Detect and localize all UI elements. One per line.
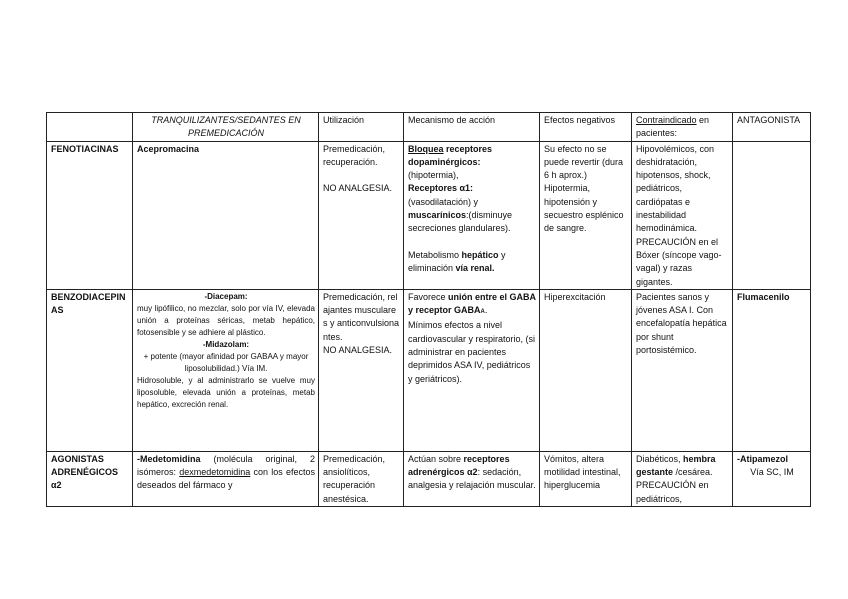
header-mecanismo: Mecanismo de acción [404, 113, 540, 142]
negative-effects-cell: Vómitos, altera motilidad intestinal, hiperglucemia [540, 451, 632, 506]
drug-medetomidina-cell: -Medetomidina (molécula original, 2 isómeros: dexmedetomidina con los efectos deseados del fármaco y [133, 451, 319, 506]
antagonist-cell [733, 141, 811, 289]
table-row [47, 141, 811, 289]
contraindications-cell: Pacientes sanos y jóvenes ASA I. Con encefalopatía hepática por shunt portosistémico. [632, 289, 733, 451]
header-row [47, 113, 811, 142]
group-agonistas: AGONISTAS ADRENÉGICOS α2 [47, 451, 133, 506]
use-cell: Premedicación, ansiolíticos, recuperación anestésica. [319, 451, 404, 506]
contraindications-cell: Hipovolémicos, con deshidratación, hipotensos, shock, pediátricos, cardiópatas e inestabilidad hemodinámica. PRECAUCIÓN en el Bóxer (síncope vago-vagal) y razas gigantes. [632, 141, 733, 289]
header-efectos: Efectos negativos [540, 113, 632, 142]
antagonist-cell: -Atipamezol Vía SC, IM [733, 451, 811, 506]
premedication-table [46, 112, 811, 507]
mechanism-cell: Actúan sobre receptores adrenérgicos α2: sedación, analgesia y relajación muscular. [404, 451, 540, 506]
group-fenotiacinas: FENOTIACINAS [47, 141, 133, 289]
negative-effects-cell: Su efecto no se puede revertir (dura 6 h aprox.) Hipotermia, hipotensión y secuestro esplénico de sangre. [540, 141, 632, 289]
group-benzodiacepinas: BENZODIACEPINAS [47, 289, 133, 451]
drug-benzodiacepinas-cell: -Diacepam: muy lipófilico, no mezclar, solo por vía IV, elevada unión a proteínas séricas, metab hepático, fotosensible y se adhiere al plástico. -Midazolam: + potente (mayor afinidad por GABAA y mayor liposolubilidad.) Vía IM. Hidrosoluble, y al administrarlo se vuelve muy liposoluble, elevada unión a proteínas, metab hepático, excreción renal. [133, 289, 319, 451]
contraindications-cell: Diabéticos, hembra gestante /cesárea. PRECAUCIÓN en pediátricos, [632, 451, 733, 506]
table-row [47, 451, 811, 506]
header-antagonista: ANTAGONISTA [733, 113, 811, 142]
use-cell: Premedicación, recuperación. NO ANALGESIA. [319, 141, 404, 289]
use-cell: Premedicación, relajantes musculares y anticonvulsionantes. NO ANALGESIA. [319, 289, 404, 451]
header-utilizacion: Utilización [319, 113, 404, 142]
drug-acepromacina: Acepromacina [133, 141, 319, 289]
negative-effects-cell: Hiperexcitación [540, 289, 632, 451]
header-blank [47, 113, 133, 142]
header-contraindicado: Contraindicado en pacientes: [632, 113, 733, 142]
mechanism-cell: Favorece unión entre el GABA y receptor GABAA. Mínimos efectos a nivel cardiovascular y respiratorio, (si administrar en pacientes deprimidos ASA IV, pediátricos y geriátricos). [404, 289, 540, 451]
header-title: TRANQUILIZANTES/SEDANTES EN PREMEDICACIÓN [133, 113, 319, 142]
antagonist-flumacenilo: Flumacenilo [733, 289, 811, 451]
mechanism-cell: Bloquea receptores dopaminérgicos: (hipotermia), Receptores α1: (vasodilatación) y muscarínicos:(disminuye secreciones glandulares). Metabolismo hepático y eliminación vía renal. [404, 141, 540, 289]
table-row [47, 289, 811, 451]
